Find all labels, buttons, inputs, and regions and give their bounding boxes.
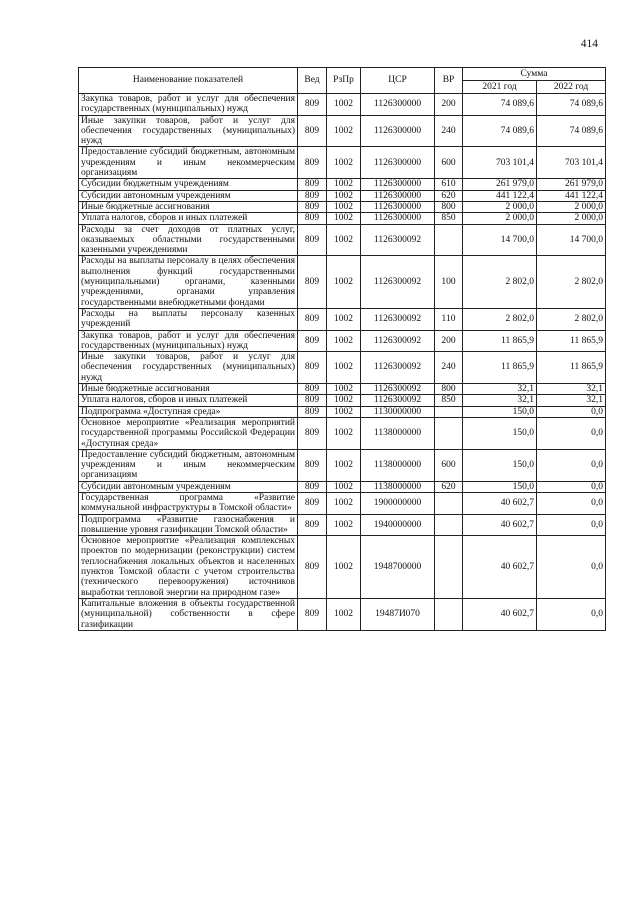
row-ved-cell: 809: [298, 94, 327, 116]
row-sum-2022-cell: 2 802,0: [537, 256, 606, 308]
table-row: [79, 115, 606, 147]
row-name-cell: Расходы за счет доходов от платных услуг, оказываемых областными государственными казенными учреждениями: [79, 224, 298, 256]
row-ved-cell: 809: [298, 201, 327, 212]
row-sum-2022-cell: 2 802,0: [537, 308, 606, 330]
row-ved-cell: 809: [298, 395, 327, 406]
row-sum-2022-cell: 441 122,4: [537, 190, 606, 201]
row-rzpr-cell: 1002: [327, 224, 361, 256]
row-ved-cell: 809: [298, 492, 327, 514]
row-sum-2021-cell: 261 979,0: [463, 179, 537, 190]
row-ved-cell: 809: [298, 481, 327, 492]
row-vr-cell: 240: [435, 352, 463, 384]
row-csr-cell: 1138000000: [361, 417, 435, 449]
row-csr-cell: 1126300000: [361, 94, 435, 116]
row-sum-2022-cell: 74 089,6: [537, 115, 606, 147]
table-row: [79, 213, 606, 224]
row-vr-cell: 620: [435, 190, 463, 201]
row-ved-cell: 809: [298, 598, 327, 630]
row-csr-cell: 19487И070: [361, 598, 435, 630]
row-sum-2021-cell: 40 602,7: [463, 492, 537, 514]
row-csr-cell: 1126300000: [361, 179, 435, 190]
row-vr-cell: [435, 492, 463, 514]
row-ved-cell: 809: [298, 536, 327, 599]
row-vr-cell: 110: [435, 308, 463, 330]
row-vr-cell: 610: [435, 179, 463, 190]
row-sum-2022-cell: 11 865,9: [537, 330, 606, 352]
header-ved: Вед: [298, 68, 327, 94]
table-row: [79, 94, 606, 116]
row-sum-2021-cell: 2 000,0: [463, 213, 537, 224]
row-sum-2022-cell: 74 089,6: [537, 94, 606, 116]
header-year-2022: 2022 год: [537, 81, 606, 94]
row-ved-cell: 809: [298, 115, 327, 147]
row-csr-cell: 1126300000: [361, 147, 435, 179]
table-row: [79, 492, 606, 514]
row-rzpr-cell: 1002: [327, 514, 361, 536]
row-sum-2022-cell: 32,1: [537, 395, 606, 406]
row-sum-2021-cell: 703 101,4: [463, 147, 537, 179]
row-ved-cell: 809: [298, 224, 327, 256]
row-sum-2022-cell: 2 000,0: [537, 201, 606, 212]
row-sum-2021-cell: 150,0: [463, 449, 537, 481]
row-csr-cell: 1126300000: [361, 190, 435, 201]
row-rzpr-cell: 1002: [327, 115, 361, 147]
row-csr-cell: 1948700000: [361, 536, 435, 599]
row-csr-cell: 1126300092: [361, 395, 435, 406]
header-rzpr: РзПр: [327, 68, 361, 94]
row-vr-cell: 600: [435, 147, 463, 179]
row-name-cell: Субсидии автономным учреждениям: [79, 481, 298, 492]
row-ved-cell: 809: [298, 406, 327, 417]
table-row: [79, 395, 606, 406]
row-csr-cell: 1126300092: [361, 308, 435, 330]
row-ved-cell: 809: [298, 308, 327, 330]
row-rzpr-cell: 1002: [327, 256, 361, 308]
row-ved-cell: 809: [298, 147, 327, 179]
row-sum-2021-cell: 74 089,6: [463, 94, 537, 116]
row-name-cell: Иные закупки товаров, работ и услуг для обеспечения государственных (муниципальных) нужд: [79, 352, 298, 384]
row-sum-2021-cell: 74 089,6: [463, 115, 537, 147]
budget-table: [78, 67, 606, 631]
row-vr-cell: 620: [435, 481, 463, 492]
table-body: [79, 94, 606, 631]
row-name-cell: Закупка товаров, работ и услуг для обеспечения государственных (муниципальных) нужд: [79, 330, 298, 352]
row-vr-cell: 850: [435, 395, 463, 406]
row-rzpr-cell: 1002: [327, 308, 361, 330]
row-sum-2021-cell: 2 802,0: [463, 256, 537, 308]
header-csr: ЦСР: [361, 68, 435, 94]
row-ved-cell: 809: [298, 179, 327, 190]
row-rzpr-cell: 1002: [327, 384, 361, 395]
header-name: Наименование показателей: [79, 68, 298, 94]
header-vr: ВР: [435, 68, 463, 94]
row-vr-cell: 200: [435, 330, 463, 352]
row-sum-2021-cell: 40 602,7: [463, 536, 537, 599]
row-sum-2021-cell: 40 602,7: [463, 514, 537, 536]
row-rzpr-cell: 1002: [327, 179, 361, 190]
row-csr-cell: 1126300092: [361, 224, 435, 256]
row-name-cell: Подпрограмма «Доступная среда»: [79, 406, 298, 417]
row-name-cell: Субсидии бюджетным учреждениям: [79, 179, 298, 190]
row-sum-2022-cell: 32,1: [537, 384, 606, 395]
row-vr-cell: [435, 598, 463, 630]
row-rzpr-cell: 1002: [327, 201, 361, 212]
row-sum-2021-cell: 150,0: [463, 481, 537, 492]
row-rzpr-cell: 1002: [327, 449, 361, 481]
row-vr-cell: 800: [435, 384, 463, 395]
row-vr-cell: [435, 406, 463, 417]
row-sum-2022-cell: 0,0: [537, 536, 606, 599]
row-name-cell: Расходы на выплаты персоналу в целях обеспечения выполнения функций государственными (муниципальными) органами, казенными учреждениями, органами управления государственными внебюджетными фондами: [79, 256, 298, 308]
table-row: [79, 179, 606, 190]
header-sum: Сумма: [463, 68, 606, 81]
row-rzpr-cell: 1002: [327, 536, 361, 599]
row-ved-cell: 809: [298, 330, 327, 352]
row-rzpr-cell: 1002: [327, 492, 361, 514]
table-row: [79, 147, 606, 179]
row-sum-2022-cell: 2 000,0: [537, 213, 606, 224]
table-row: [79, 256, 606, 308]
row-sum-2022-cell: 703 101,4: [537, 147, 606, 179]
row-name-cell: Предоставление субсидий бюджетным, автономным учреждениям и иным некоммерческим организациям: [79, 147, 298, 179]
row-name-cell: Предоставление субсидий бюджетным, автономным учреждениям и иным некоммерческим организациям: [79, 449, 298, 481]
row-csr-cell: 1940000000: [361, 514, 435, 536]
table-row: [79, 536, 606, 599]
row-rzpr-cell: 1002: [327, 147, 361, 179]
row-rzpr-cell: 1002: [327, 395, 361, 406]
row-sum-2022-cell: 261 979,0: [537, 179, 606, 190]
row-name-cell: Субсидии автономным учреждениям: [79, 190, 298, 201]
row-sum-2021-cell: 11 865,9: [463, 352, 537, 384]
row-sum-2021-cell: 14 700,0: [463, 224, 537, 256]
table-row: [79, 224, 606, 256]
row-sum-2021-cell: 441 122,4: [463, 190, 537, 201]
row-sum-2021-cell: 11 865,9: [463, 330, 537, 352]
row-vr-cell: [435, 224, 463, 256]
row-csr-cell: 1138000000: [361, 481, 435, 492]
row-sum-2022-cell: 0,0: [537, 598, 606, 630]
row-sum-2022-cell: 0,0: [537, 514, 606, 536]
row-rzpr-cell: 1002: [327, 94, 361, 116]
row-rzpr-cell: 1002: [327, 598, 361, 630]
row-sum-2022-cell: 0,0: [537, 449, 606, 481]
row-rzpr-cell: 1002: [327, 213, 361, 224]
row-name-cell: Подпрограмма «Развитие газоснабжения и повышение уровня газификации Томской области»: [79, 514, 298, 536]
row-vr-cell: 100: [435, 256, 463, 308]
row-rzpr-cell: 1002: [327, 481, 361, 492]
row-sum-2022-cell: 14 700,0: [537, 224, 606, 256]
row-rzpr-cell: 1002: [327, 190, 361, 201]
row-name-cell: Капитальные вложения в объекты государственной (муниципальной) собственности в сфере газификации: [79, 598, 298, 630]
row-name-cell: Закупка товаров, работ и услуг для обеспечения государственных (муниципальных) нужд: [79, 94, 298, 116]
row-sum-2021-cell: 150,0: [463, 406, 537, 417]
table-row: [79, 598, 606, 630]
row-sum-2021-cell: 32,1: [463, 395, 537, 406]
table-row: [79, 201, 606, 212]
row-csr-cell: 1126300092: [361, 256, 435, 308]
row-rzpr-cell: 1002: [327, 406, 361, 417]
row-rzpr-cell: 1002: [327, 417, 361, 449]
row-name-cell: Расходы на выплаты персоналу казенных учреждений: [79, 308, 298, 330]
row-sum-2021-cell: 32,1: [463, 384, 537, 395]
row-csr-cell: 1126300092: [361, 384, 435, 395]
row-sum-2021-cell: 2 802,0: [463, 308, 537, 330]
table-row: [79, 514, 606, 536]
row-csr-cell: 1126300000: [361, 115, 435, 147]
header-year-2021: 2021 год: [463, 81, 537, 94]
row-sum-2022-cell: 0,0: [537, 417, 606, 449]
table-row: [79, 330, 606, 352]
table-row: [79, 406, 606, 417]
row-csr-cell: 1126300000: [361, 201, 435, 212]
table-row: [79, 384, 606, 395]
row-vr-cell: [435, 514, 463, 536]
row-csr-cell: 1126300000: [361, 213, 435, 224]
row-csr-cell: 1130000000: [361, 406, 435, 417]
row-name-cell: Основное мероприятие «Реализация комплексных проектов по модернизации (реконструкции) систем теплоснабжения локальных объектов и населенных пунктов Томской области с учетом строительства (технического перевооружения) источников выработки тепловой энергии на природном газе»: [79, 536, 298, 599]
row-ved-cell: 809: [298, 256, 327, 308]
row-csr-cell: 1900000000: [361, 492, 435, 514]
row-ved-cell: 809: [298, 384, 327, 395]
row-sum-2022-cell: 0,0: [537, 492, 606, 514]
row-vr-cell: [435, 417, 463, 449]
row-ved-cell: 809: [298, 449, 327, 481]
row-sum-2021-cell: 2 000,0: [463, 201, 537, 212]
row-vr-cell: [435, 536, 463, 599]
row-name-cell: Уплата налогов, сборов и иных платежей: [79, 395, 298, 406]
row-ved-cell: 809: [298, 417, 327, 449]
row-csr-cell: 1138000000: [361, 449, 435, 481]
table-row: [79, 352, 606, 384]
row-rzpr-cell: 1002: [327, 330, 361, 352]
table-row: [79, 481, 606, 492]
row-sum-2022-cell: 0,0: [537, 481, 606, 492]
row-vr-cell: 800: [435, 201, 463, 212]
row-name-cell: Основное мероприятие «Реализация мероприятий государственной программы Российской Федерации «Доступная среда»: [79, 417, 298, 449]
row-vr-cell: 600: [435, 449, 463, 481]
row-rzpr-cell: 1002: [327, 352, 361, 384]
row-ved-cell: 809: [298, 190, 327, 201]
row-name-cell: Уплата налогов, сборов и иных платежей: [79, 213, 298, 224]
row-name-cell: Государственная программа «Развитие коммунальной инфраструктуры в Томской области»: [79, 492, 298, 514]
table-row: [79, 308, 606, 330]
row-sum-2022-cell: 0,0: [537, 406, 606, 417]
row-ved-cell: 809: [298, 514, 327, 536]
row-sum-2022-cell: 11 865,9: [537, 352, 606, 384]
row-ved-cell: 809: [298, 213, 327, 224]
row-name-cell: Иные бюджетные ассигнования: [79, 201, 298, 212]
table-row: [79, 449, 606, 481]
page-number: 414: [580, 38, 598, 50]
table-row: [79, 190, 606, 201]
row-sum-2021-cell: 40 602,7: [463, 598, 537, 630]
row-vr-cell: 200: [435, 94, 463, 116]
row-name-cell: Иные бюджетные ассигнования: [79, 384, 298, 395]
row-name-cell: Иные закупки товаров, работ и услуг для обеспечения государственных (муниципальных) нужд: [79, 115, 298, 147]
table-row: [79, 417, 606, 449]
row-ved-cell: 809: [298, 352, 327, 384]
row-vr-cell: 850: [435, 213, 463, 224]
row-vr-cell: 240: [435, 115, 463, 147]
row-sum-2021-cell: 150,0: [463, 417, 537, 449]
row-csr-cell: 1126300092: [361, 330, 435, 352]
row-csr-cell: 1126300092: [361, 352, 435, 384]
